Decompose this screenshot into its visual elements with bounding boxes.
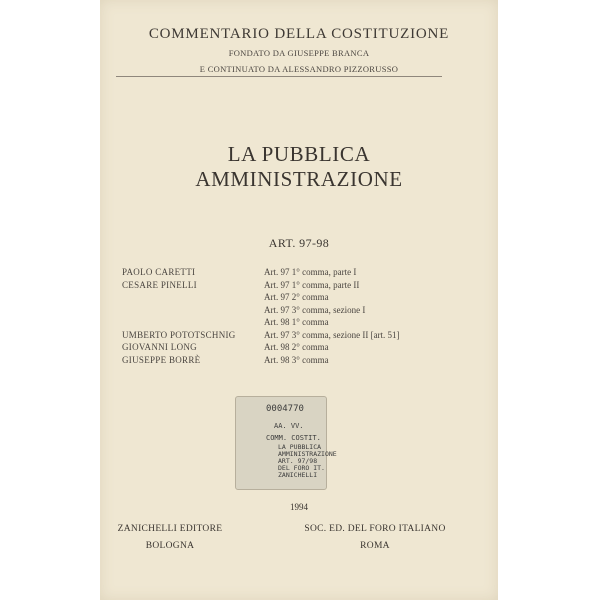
book-title [100,142,498,192]
contributor-row [122,329,462,342]
publication-year: 1994 [290,502,308,512]
series-title: COMMENTARIO DELLA COSTITUZIONE [148,26,450,42]
contributor-part: Art. 98 2° comma [264,342,329,352]
library-number: 0004770 [266,404,304,414]
library-title-block [278,444,337,479]
library-line: ZANICHELLI [278,471,318,479]
contributor-name: CESARE PINELLI [122,279,197,290]
publisher-left-city: BOLOGNA [145,541,195,551]
contributor-name: GIOVANNI LONG [122,342,197,352]
publisher-right-name: SOC. ED. DEL FORO ITALIANO [304,524,446,534]
library-author: AA. VV. [274,422,304,430]
library-series: COMM. COSTIT. [266,434,321,442]
library-line: LA PUBBLICA [278,443,322,451]
contributor-row [122,279,462,329]
library-label [235,396,337,490]
contributor-name: PAOLO CARETTI [122,267,196,277]
library-line: DEL FORO IT. [278,464,325,472]
contributor-name: UMBERTO POTOTSCHNIG [122,329,236,340]
contributor-row [122,341,462,354]
contributor-part: Art. 98 3° comma [264,354,329,365]
publisher-left-name: ZANICHELLI EDITORE [117,524,223,534]
founded-by: FONDATO DA GIUSEPPE BRANCA [228,48,370,58]
contributor-row [122,266,462,279]
contributor-name: GIUSEPPE BORRÈ [122,354,201,365]
publisher-left [110,521,230,555]
title-page [100,0,498,600]
book-title-line-2: AMMINISTRAZIONE [195,167,403,191]
library-line: ART. 97/98 [278,457,318,465]
book-title-line-1: LA PUBBLICA [227,142,371,166]
library-line: AMMINISTRAZIONE [278,450,337,458]
contributor-part: Art. 97 1° comma, parte I [264,267,357,277]
contributor-part: Art. 97 2° comma [264,292,329,302]
contributor-row [122,354,462,367]
publisher-right [290,521,460,555]
contributor-part: Art. 97 1° comma, parte II [264,279,360,290]
article-range: ART. 97-98 [268,236,330,250]
contributor-part: Art. 97 3° comma, sezione II [art. 51] [264,329,400,340]
continued-by: E CONTINUATO DA ALESSANDRO PIZZORUSSO [199,64,399,74]
contributor-part: Art. 98 1° comma [264,317,329,327]
header-rule [116,76,442,77]
contributors-list [122,266,462,366]
contributor-part: Art. 97 3° comma, sezione I [264,304,366,315]
publisher-right-city: ROMA [360,541,390,551]
